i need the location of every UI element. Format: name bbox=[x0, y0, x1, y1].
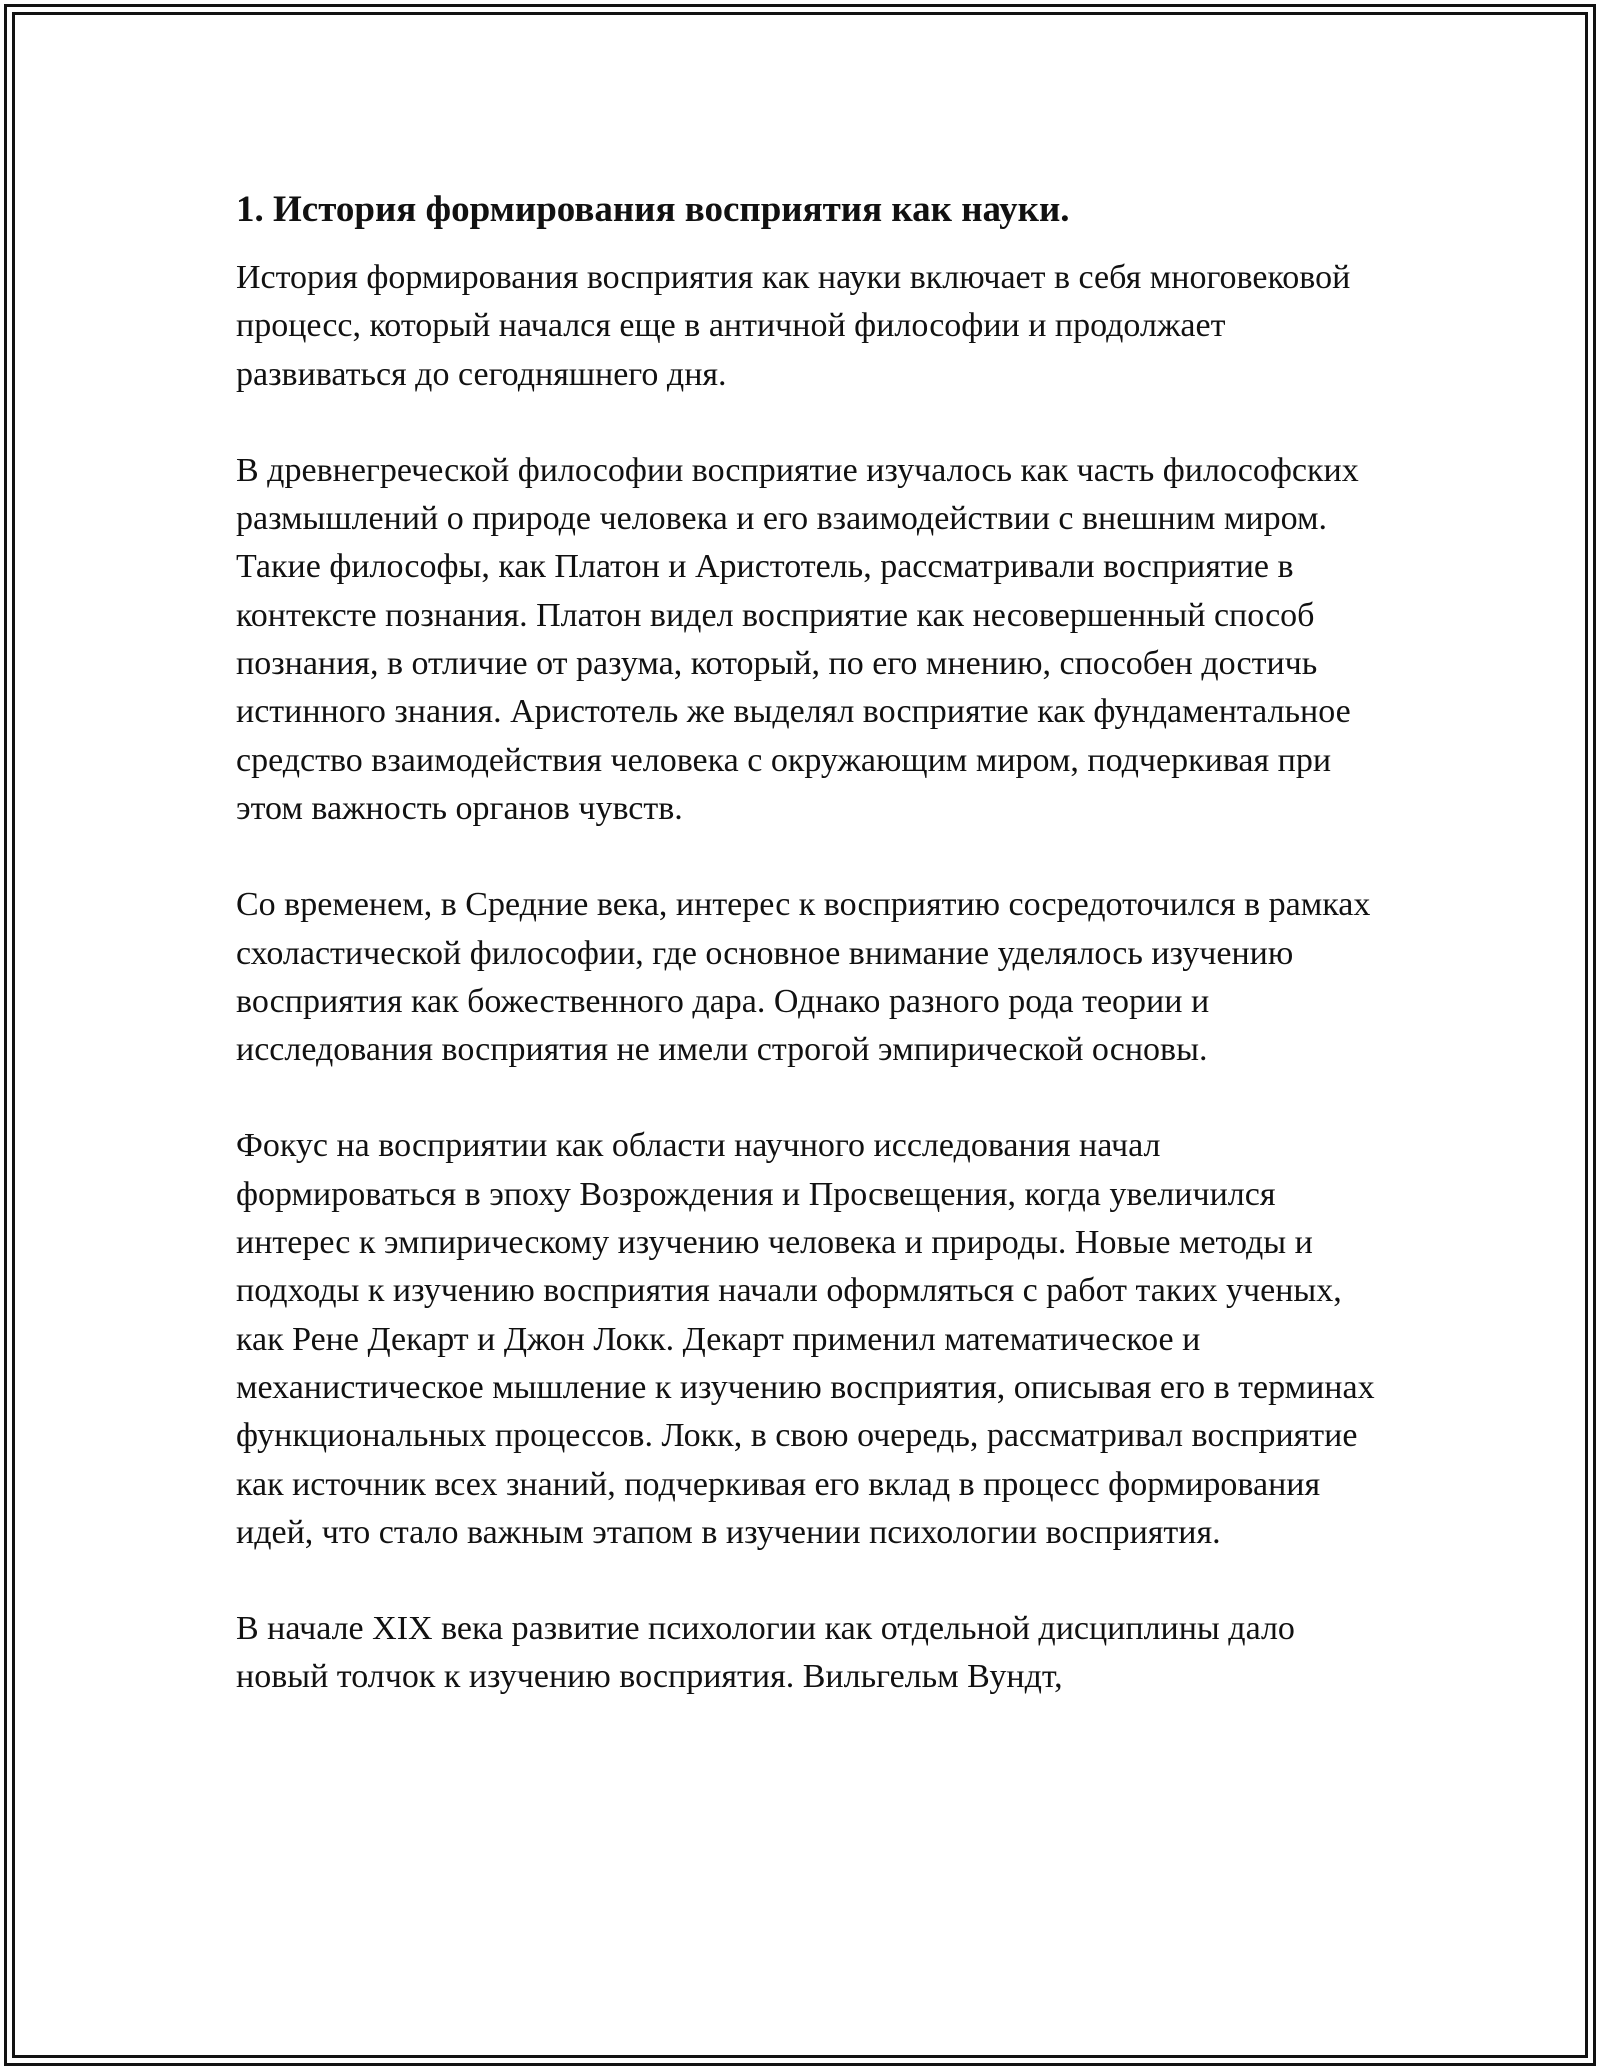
paragraph-renaissance: Фокус на восприятии как области научного исследования начал формироваться в эпоху Возрождения и Просвещения, когда увеличился интерес к эмпирическому изучению человека и природы. Новые методы и подходы к изучению восприятия начали оформляться с работ таких ученых, как Рене Декарт и Джон Локк. Декарт применил математическое и механистическое мышление к изучению восприятия, описывая его в терминах функциональных процессов. Локк, в свою очередь, рассматривал восприятие как источник всех знаний, подчеркивая его вклад в процесс формирования идей, что стало важным этапом в изучении психологии восприятия. bbox=[236, 1127, 1375, 1551]
paragraph-middle-ages: Со временем, в Средние века, интерес к восприятию сосредоточился в рамках схоластической философии, где основное внимание уделялось изучению восприятия как божественного дара. Однако разного рода теории и исследования восприятия не имели строгой эмпирической основы. bbox=[236, 886, 1371, 1069]
paragraph-antiquity: В древнегреческой философии восприятие изучалось как часть философских размышлений о природе человека и его взаимодействии с внешним миром. Такие философы, как Платон и Аристотель, рассматривали восприятие в контексте познания. Платон видел восприятие как несовершенный способ познания, в отличие от разума, который, по его мнению, способен достичь истинного знания. Аристотель же выделял восприятие как фундаментальное средство взаимодействия человека с окружающим миром, подчеркивая при этом важность органов чувств. bbox=[236, 451, 1359, 827]
paragraph-intro: История формирования восприятия как науки включает в себя многовековой процесс, который начался еще в античной философии и продолжает развиваться до сегодняшнего дня. bbox=[236, 259, 1351, 393]
document-body bbox=[236, 186, 1386, 1750]
section-heading: 1. История формирования восприятия как науки. bbox=[236, 189, 1070, 230]
paragraph-19th-century: В начале XIX века развитие психологии как отдельной дисциплины дало новый толчок к изучению восприятия. Вильгельм Вундт, bbox=[236, 1610, 1295, 1696]
